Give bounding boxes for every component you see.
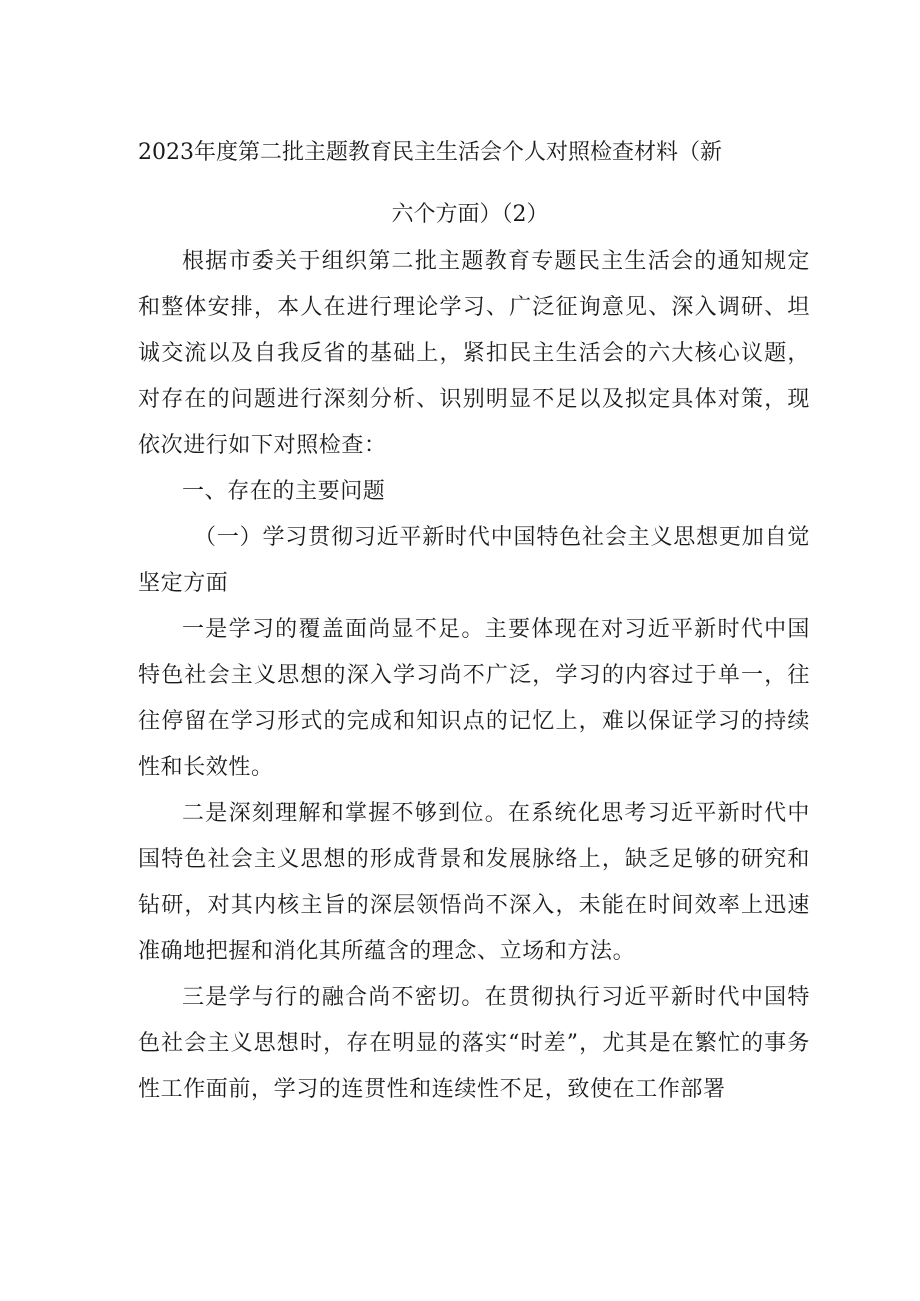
point-paragraph-1: 一是学习的覆盖面尚显不足。主要体现在对习近平新时代中国特色社会主义思想的深入学习尚不广泛，学习的内容过于单一，往往停留在学习形式的完成和知识点的记忆上，难以保证学习的持续性和长效性。: [138, 617, 810, 780]
intro-paragraph: 根据市委关于组织第二批主题教育专题民主生活会的通知规定和整体安排，本人在进行理论学习、广泛征询意见、深入调研、坦诚交流以及自我反省的基础上，紧扣民主生活会的六大核心议题，对存在的问题进行深刻分析、识别明显不足以及拟定具体对策，现依次进行如下对照检查：: [138, 249, 810, 458]
point-paragraph-3: 三是学与行的融合尚不密切。在贯彻执行习近平新时代中国特色社会主义思想时，存在明显的落实“时差”，尤其是在繁忙的事务性工作面前，学习的连贯性和连续性不足，致使在工作部署: [138, 985, 810, 1102]
document-body: [138, 239, 810, 1113]
document-title-line-2: 六个方面）（2）: [391, 202, 549, 227]
section-heading-problems: 一、存在的主要问题: [182, 479, 386, 504]
subsection-heading-study: （一）学习贯彻习近平新时代中国特色社会主义思想更加自觉坚定方面: [138, 525, 810, 596]
document-title-line-1: 2023年度第二批主题教育民主生活会个人对照检查材料（新: [138, 140, 722, 165]
point-paragraph-2: 二是深刻理解和掌握不够到位。在系统化思考习近平新时代中国特色社会主义思想的形成背景和发展脉络上，缺乏足够的研究和钻研，对其内核主旨的深层领悟尚不深入，未能在时间效率上迅速准确地把握和消化其所蕴含的理念、立场和方法。: [138, 801, 810, 964]
